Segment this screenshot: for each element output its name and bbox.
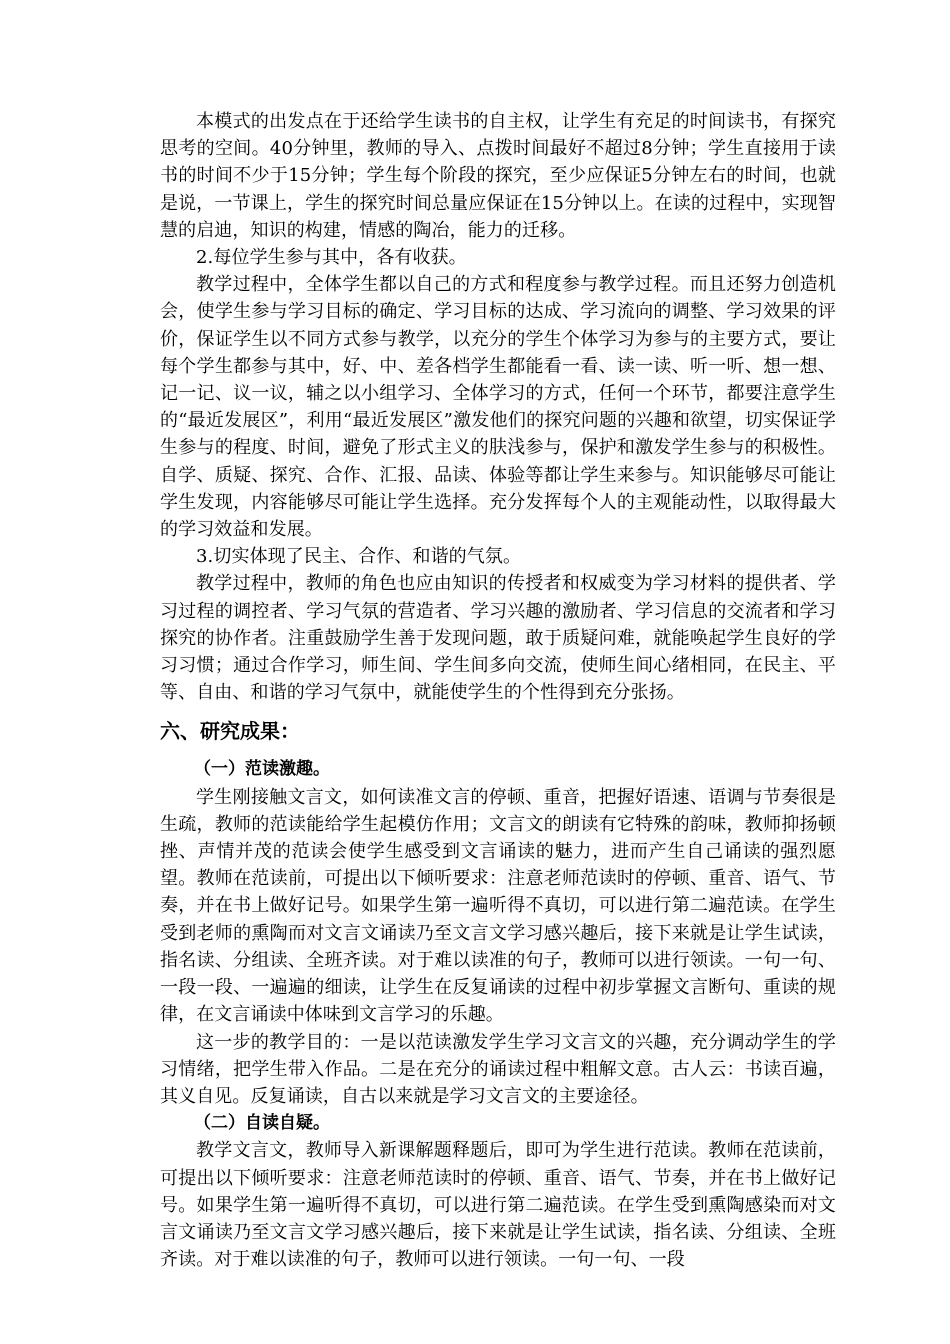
document-page: [160, 108, 836, 1273]
paragraph-teaching-goal: 这一步的教学目的：一是以范读激发学生学习文言文的兴趣，充分调动学生的学习情绪，把学生带入作品。二是在充分的诵读过程中粗解文意。古人云：书读百遍，其义自见。反复诵读，自古以来就是学习文言文的主要途径。: [160, 1031, 836, 1107]
paragraph-model-reading: 学生刚接触文言文，如何读准文言的停顿、重音，把握好语速、语调与节奏很是生疏，教师的范读能给学生起模仿作用；文言文的朗读有它特殊的韵味，教师抑扬顿挫、声情并茂的范读会使学生感受到文言诵读的魅力，进而产生自己诵读的强烈愿望。教师在范读前，可提出以下倾听要求：注意老师范读时的停顿、重音、语气、节奏，并在书上做好记号。如果学生第一遍听得不真切，可以进行第二遍范读。在学生受到老师的熏陶而对文言文诵读乃至文言文学习感兴趣后，接下来就是让学生试读，指名读、分组读、全班齐读。对于难以读准的句子，教师可以进行领读。一句一句、一段一段、一遍遍的细读，让学生在反复诵读的过程中初步掌握文言断句、重读的规律，在文言诵读中体味到文言学习的乐趣。: [160, 786, 836, 1026]
section-heading-research-results: 六、研究成果：: [160, 719, 300, 744]
paragraph-student-participation: 教学过程中，全体学生都以自己的方式和程度参与教学过程。而且还努力创造机会，使学生参与学习目标的确定、学习目标的达成、学习流向的调整、学习效果的评价，保证学生以不同方式参与教学，以充分的学生个体学习为参与的主要方式，要让每个学生都参与其中，好、中、差各档学生都能看一看、读一读、听一听、想一想、记一记、议一议，辅之以小组学习、全体学习的方式，任何一个环节，都要注意学生的“最近发展区”，利用“最近发展区”激发他们的探究问题的兴趣和欲望，切实保证学生参与的程度、时间，避免了形式主义的肤浅参与，保护和激发学生参与的积极性。自学、质疑、探究、合作、汇报、品读、体验等都让学生来参与。知识能够尽可能让学生发现，内容能够尽可能让学生选择。充分发挥每个人的主观能动性，以取得最大的学习效益和发展。: [160, 274, 836, 541]
paragraph-reading-autonomy: 本模式的出发点在于还给学生读书的自主权，让学生有充足的时间读书，有探究思考的空间。40分钟里，教师的导入、点拨时间最好不超过8分钟；学生直接用于读书的时间不少于15分钟；学生每个阶段的探究，至少应保证5分钟左右的时间，也就是说，一节课上，学生的探究时间总量应保证在15分钟以上。在读的过程中，实现智慧的启迪，知识的构建，情感的陶冶，能力的迁移。: [160, 111, 836, 241]
paragraph-self-reading: 教学文言文，教师导入新课解题释题后，即可为学生进行范读。教师在范读前，可提出以下倾听要求：注意老师范读时的停顿、重音、语气、节奏，并在书上做好记号。如果学生第一遍听得不真切，可以进行第二遍范读。在学生受到熏陶感染而对文言文诵读乃至文言文学习感兴趣后，接下来就是让学生试读，指名读、分组读、全班齐读。对于难以读准的句子，教师可以进行领读。一句一句、一段: [160, 1140, 836, 1271]
point-3-heading: 3.切实体现了民主、合作、和谐的气氛。: [196, 546, 522, 568]
subsection-heading-self-reading: （二）自读自疑。: [194, 1113, 330, 1134]
subsection-heading-model-reading: （一）范读激趣。: [194, 759, 330, 780]
paragraph-democratic-atmosphere: 教学过程中，教师的角色也应由知识的传授者和权威变为学习材料的提供者、学习过程的调控者、学习气氛的营造者、学习兴趣的激励者、学习信息的交流者和学习探究的协作者。注重鼓励学生善于发现问题，敢于质疑问难，就能唤起学生良好的学习习惯；通过合作学习，师生间、学生间多向交流，使师生间心绪相同，在民主、平等、自由、和谐的学习气氛中，就能使学生的个性得到充分张扬。: [160, 573, 836, 704]
point-2-heading: 2.每位学生参与其中，各有收获。: [196, 247, 467, 269]
